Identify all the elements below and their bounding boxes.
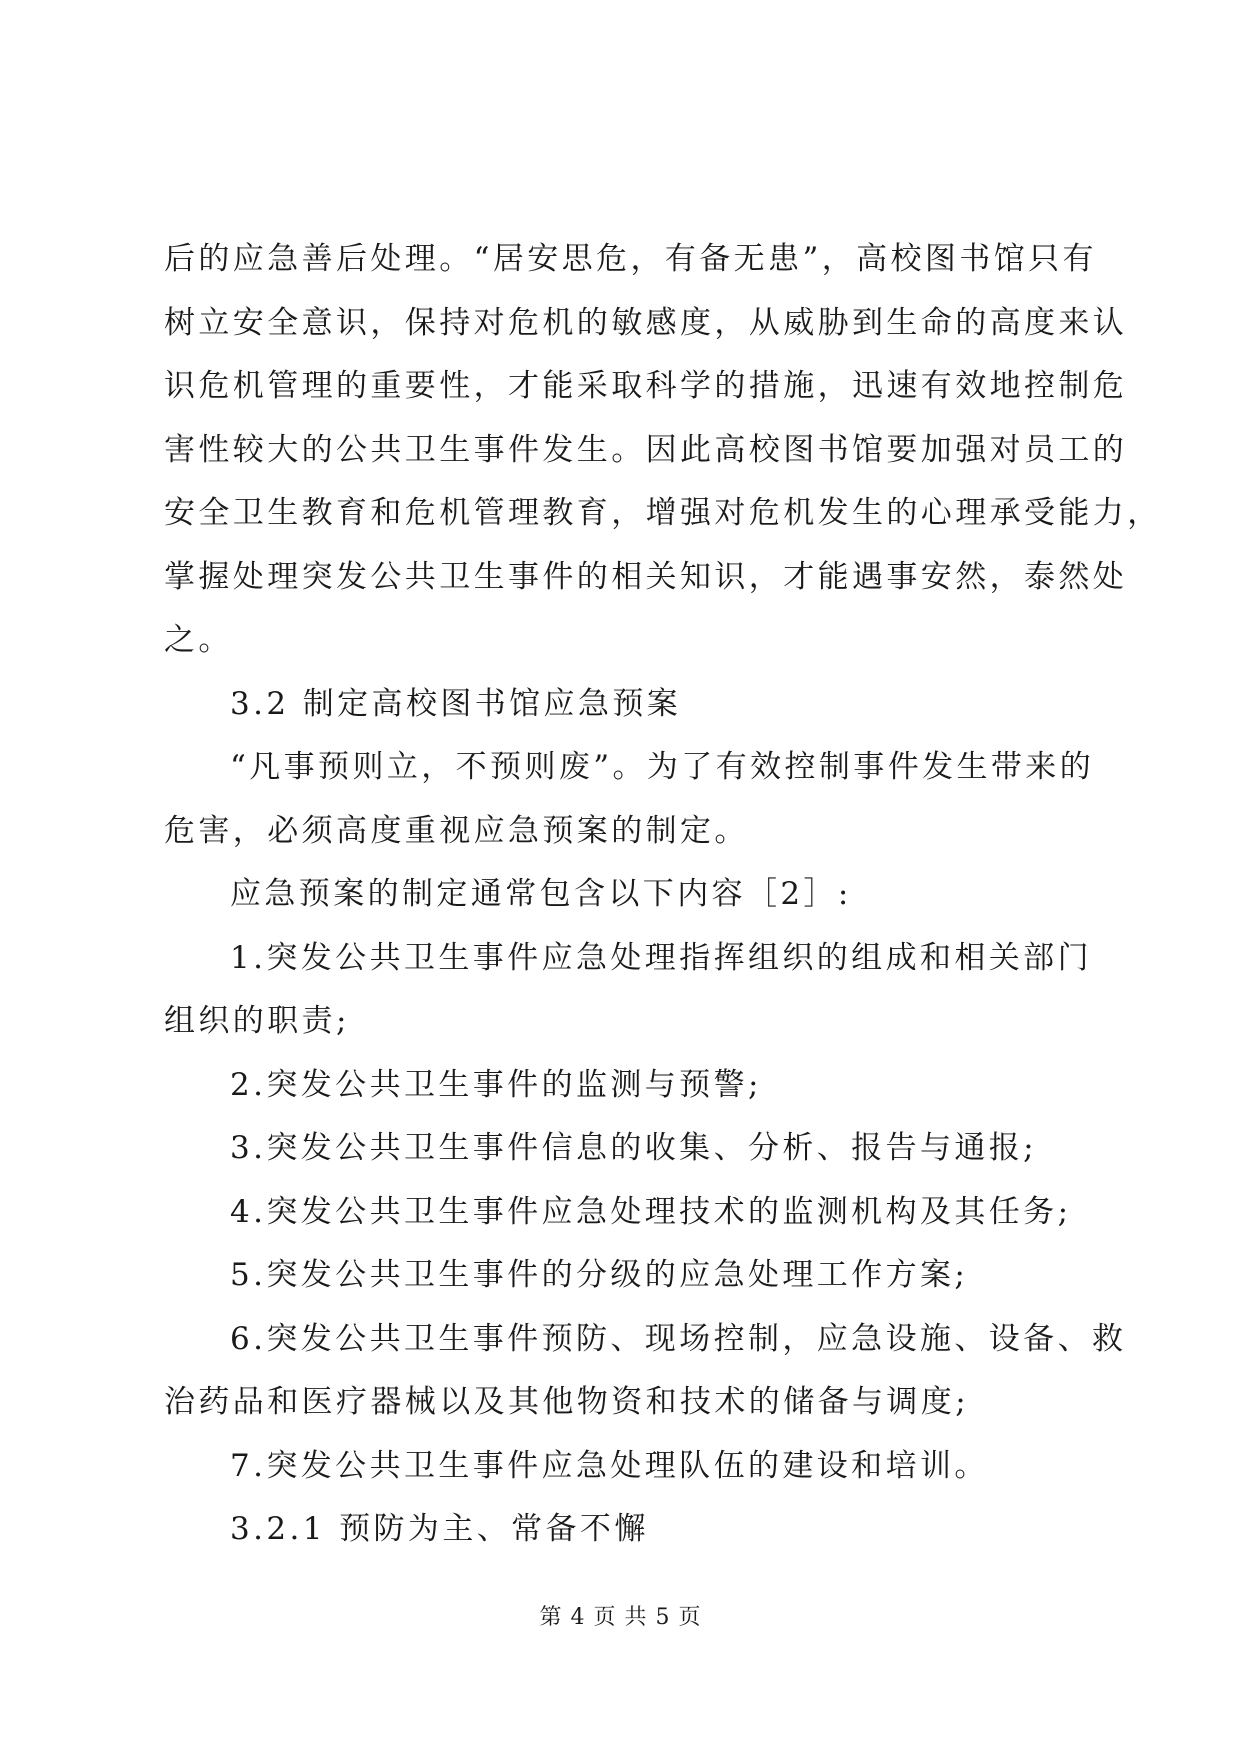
page-number-footer: 第 4 页 共 5 页	[539, 1605, 702, 1630]
list-item: 4.突发公共卫生事件应急处理技术的监测机构及其任务;	[230, 1193, 1072, 1230]
list-item: 2.突发公共卫生事件的监测与预警;	[230, 1066, 762, 1103]
list-item: 1.突发公共卫生事件应急处理指挥组织的组成和相关部门	[230, 939, 1092, 976]
text-line: 害性较大的公共卫生事件发生。因此高校图书馆要加强对员工的	[164, 431, 1128, 468]
list-item: 7.突发公共卫生事件应急处理队伍的建设和培训。	[230, 1447, 989, 1484]
text-line: 识危机管理的重要性，才能采取科学的措施，迅速有效地控制危	[164, 368, 1128, 404]
text-line: 后的应急善后处理。“居安思危，有备无患”，高校图书馆只有	[164, 241, 1097, 277]
list-item: 3.突发公共卫生事件信息的收集、分析、报告与通报;	[230, 1130, 1038, 1166]
list-item: 5.突发公共卫生事件的分级的应急处理工作方案;	[230, 1257, 969, 1293]
text-line: 树立安全意识，保持对危机的敏感度，从威胁到生命的高度来认	[164, 304, 1128, 341]
section-heading: 3.2 制定高校图书馆应急预案	[230, 685, 682, 722]
text-line: 掌握处理突发公共卫生事件的相关知识，才能遇事安然，泰然处	[164, 558, 1128, 595]
list-item-continuation: 组织的职责;	[164, 1003, 350, 1039]
subsection-heading: 3.2.1 预防为主、常备不懈	[230, 1511, 649, 1547]
text-line: 之。	[164, 622, 233, 658]
text-line: 危害，必须高度重视应急预案的制定。	[164, 812, 749, 849]
body-text	[164, 228, 1162, 1562]
list-item-continuation: 治药品和医疗器械以及其他物资和技术的储备与调度;	[164, 1384, 970, 1420]
list-item: 6.突发公共卫生事件预防、现场控制，应急设施、设备、救	[230, 1320, 1127, 1357]
text-line: 安全卫生教育和危机管理教育，增强对危机发生的心理承受能力，	[164, 495, 1162, 531]
text-line: “凡事预则立，不预则废”。为了有效控制事件发生带来的	[230, 749, 1095, 785]
text-line: 应急预案的制定通常包含以下内容［2］:	[230, 876, 852, 912]
